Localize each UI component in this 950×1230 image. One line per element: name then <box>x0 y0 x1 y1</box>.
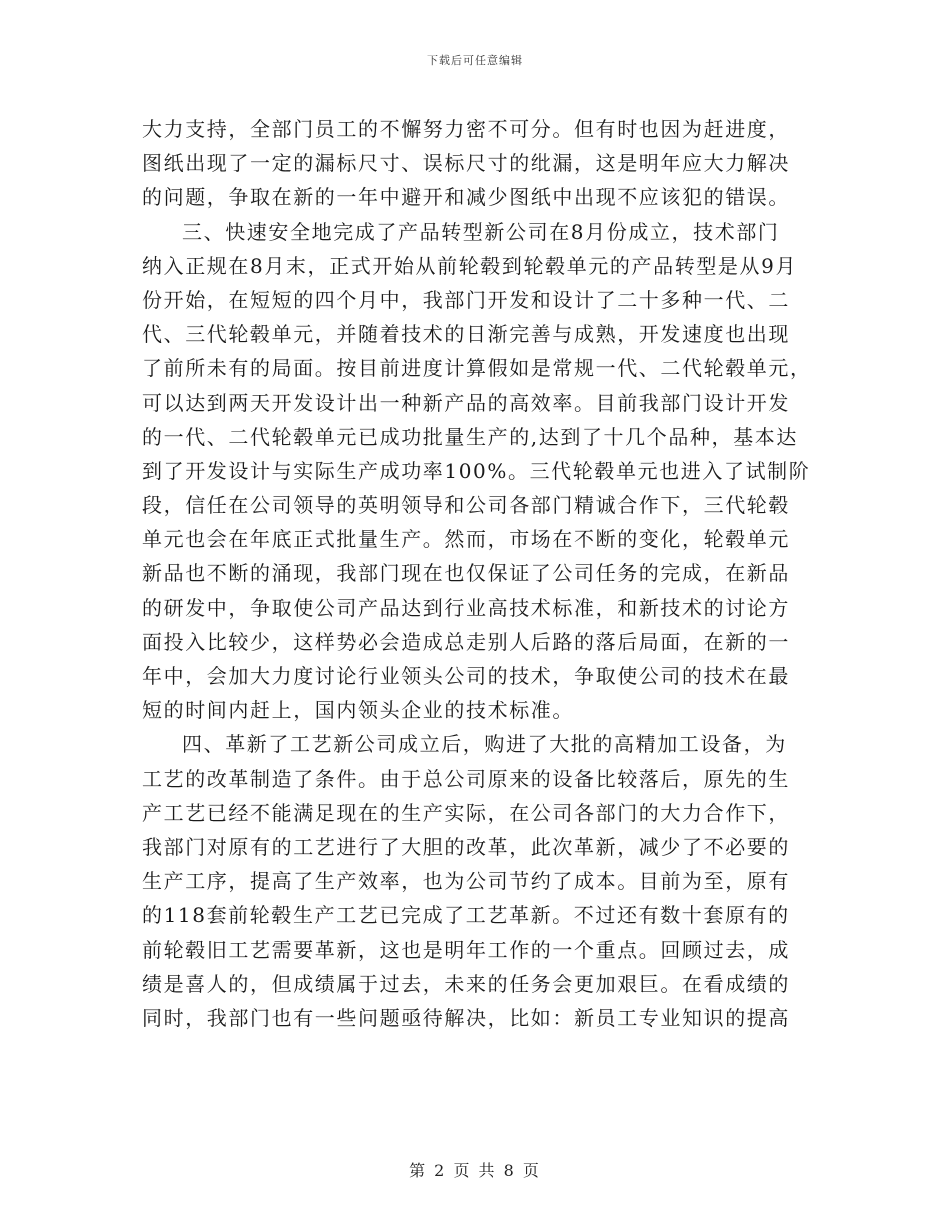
document-body <box>142 112 812 1035</box>
text-line: 图纸出现了一定的漏标尺寸、误标尺寸的纰漏，这是明年应大力解决 <box>142 151 790 176</box>
text-line: 段，信任在公司领导的英明领导和公司各部门精诚合作下，三代轮毂 <box>142 493 790 518</box>
text-line: 短的时间内赶上，国内领头企业的技术标准。 <box>142 698 574 723</box>
text-line: 绩是喜人的，但成绩属于过去，未来的任务会更加艰巨。在看成绩的 <box>142 971 790 996</box>
text-line: 产工艺已经不能满足现在的生产实际，在公司各部门的大力合作下， <box>142 800 790 825</box>
text-line: 可以达到两天开发设计出一种新产品的高效率。目前我部门设计开发 <box>142 390 790 415</box>
text-line: 前轮毂旧工艺需要革新，这也是明年工作的一个重点。回顾过去，成 <box>142 937 790 962</box>
text-line: 同时，我部门也有一些问题亟待解决，比如：新员工专业知识的提高 <box>142 1005 790 1030</box>
text-line: 的一代、二代轮毂单元已成功批量生产的,达到了十几个品种，基本达 <box>142 424 798 449</box>
paragraph-start-line: 三、快速安全地完成了产品转型新公司在8月份成立，技术部门 <box>182 219 780 244</box>
text-line: 了前所未有的局面。按目前进度计算假如是常规一代、二代轮毂单元， <box>142 356 812 381</box>
text-line: 我部门对原有的工艺进行了大胆的改革，此次革新，减少了不必要的 <box>142 834 790 859</box>
text-line: 生产工序，提高了生产效率，也为公司节约了成本。目前为至，原有 <box>142 869 790 894</box>
text-line: 份开始，在短短的四个月中，我部门开发和设计了二十多种一代、二 <box>142 287 790 312</box>
paragraph-start-line: 四、革新了工艺新公司成立后，购进了大批的高精加工设备，为 <box>182 732 787 757</box>
text-line: 面投入比较少，这样势必会造成总走别人后路的落后局面，在新的一 <box>142 629 790 654</box>
text-line: 年中，会加大力度讨论行业领头公司的技术，争取使公司的技术在最 <box>142 664 790 688</box>
text-line: 的118套前轮毂生产工艺已完成了工艺革新。不过还有数十套原有的 <box>142 903 790 928</box>
page-number: 第 2 页 共 8 页 <box>409 1161 541 1180</box>
text-line: 大力支持，全部门员工的不懈努力密不可分。但有时也因为赶进度， <box>142 117 790 141</box>
text-line: 的研发中，争取使公司产品达到行业高技术标准，和新技术的讨论方 <box>142 595 790 620</box>
text-line: 代、三代轮毂单元，并随着技术的日渐完善与成熟，开发速度也出现 <box>142 322 790 347</box>
page-header: 下载后可任意编辑 <box>427 54 523 67</box>
text-line: 的问题，争取在新的一年中避开和减少图纸中出现不应该犯的错误。 <box>142 185 790 210</box>
text-line: 工艺的改革制造了条件。由于总公司原来的设备比较落后，原先的生 <box>142 766 790 791</box>
text-line: 单元也会在年底正式批量生产。然而，市场在不断的变化，轮毂单元 <box>142 527 790 552</box>
text-line: 新品也不断的涌现，我部门现在也仅保证了公司任务的完成，在新品 <box>142 561 790 586</box>
text-line: 到了开发设计与实际生产成功率100%。三代轮毂单元也进入了试制阶 <box>142 458 811 483</box>
text-line: 纳入正规在8月末，正式开始从前轮毂到轮毂单元的产品转型是从9月 <box>142 253 798 278</box>
